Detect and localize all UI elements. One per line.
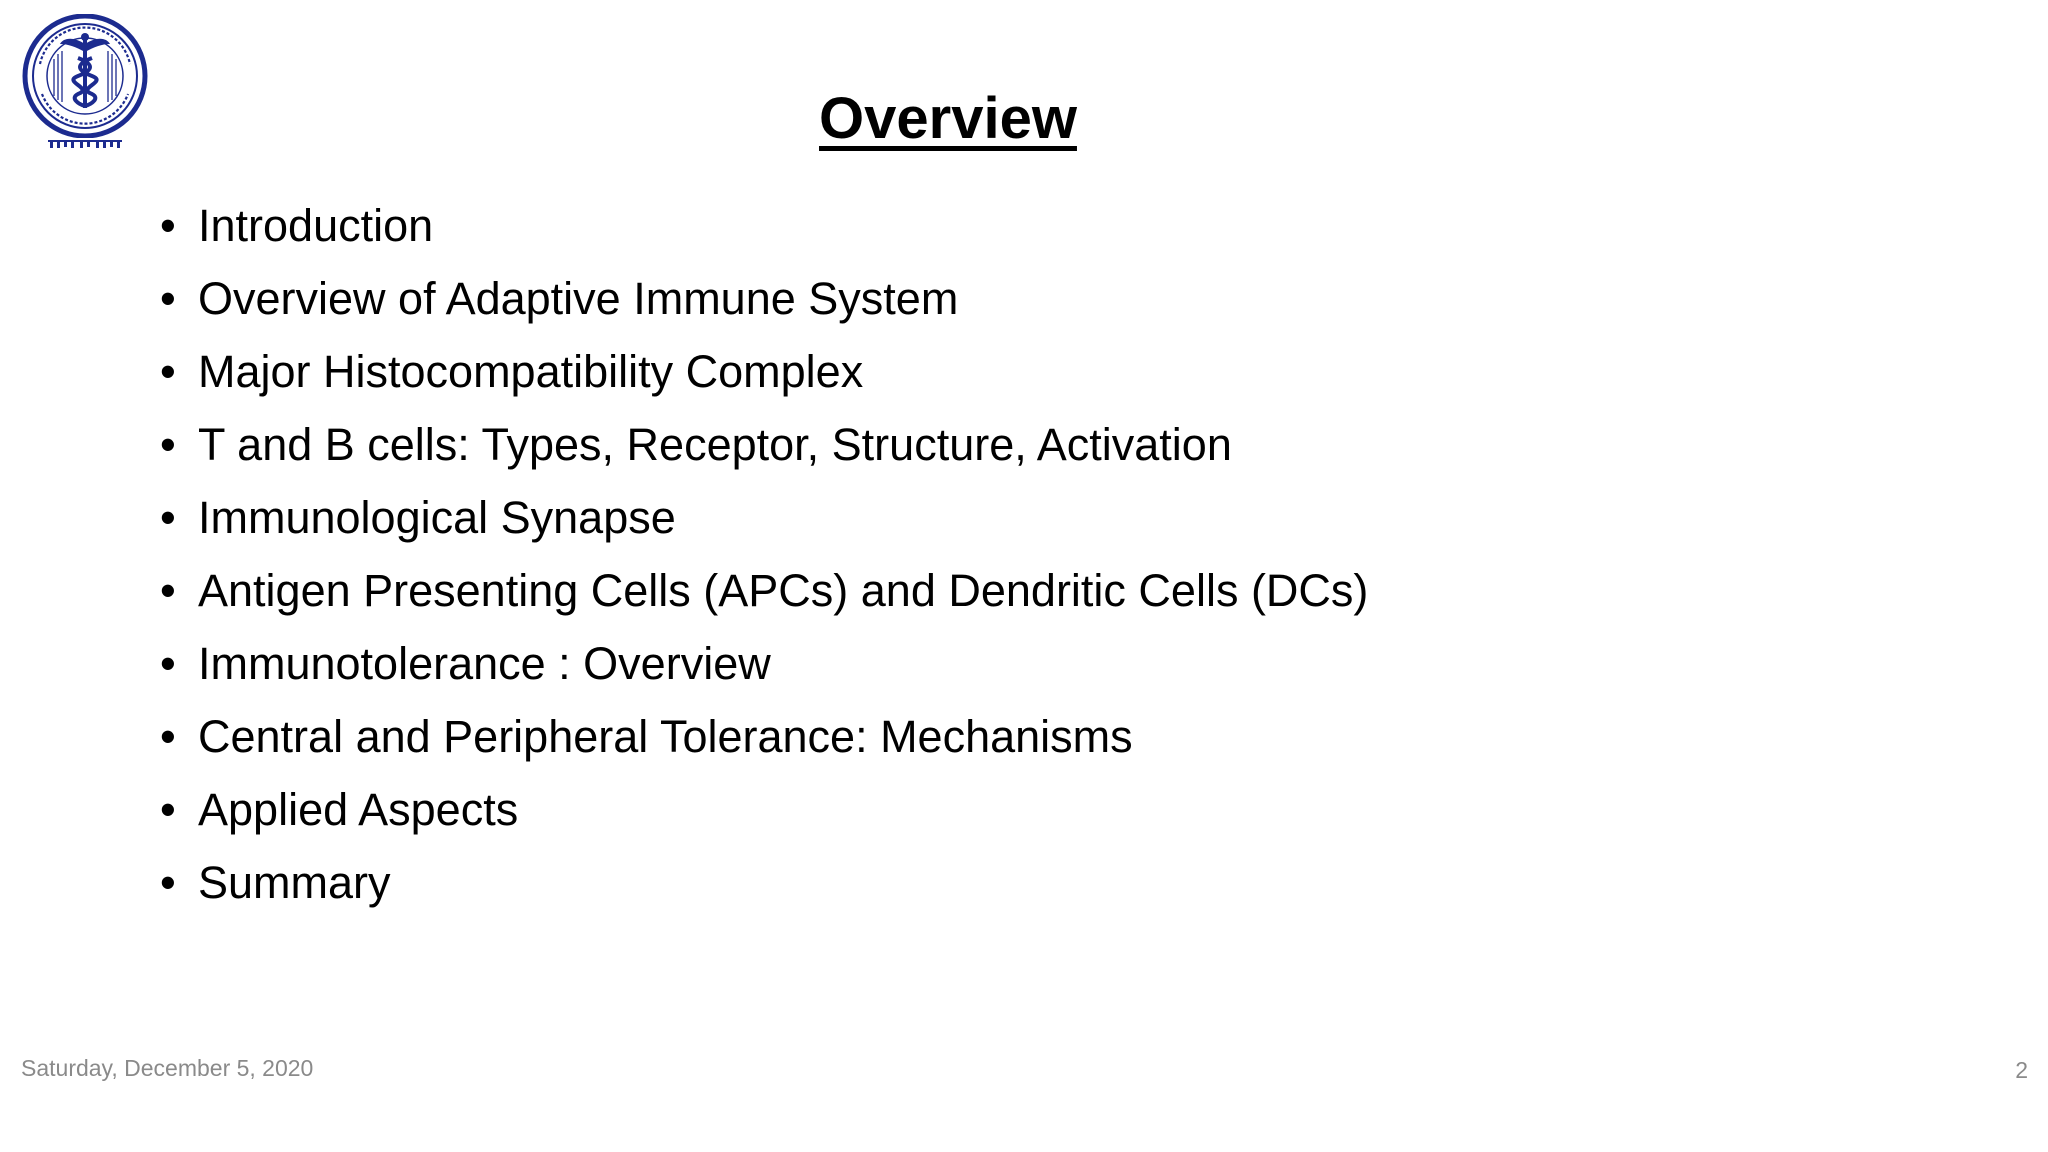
bullet-item [160, 561, 1368, 634]
bullet-text: T and B cells: Types, Receptor, Structure, Activation [198, 419, 1232, 470]
bullet-text: Immunological Synapse [198, 492, 676, 543]
bullet-dot: • [160, 273, 176, 324]
bullet-list [160, 196, 1368, 926]
bullet-item [160, 342, 1368, 415]
bullet-text: Overview of Adaptive Immune System [198, 273, 959, 324]
bullet-item [160, 488, 1368, 561]
bullet-text: Introduction [198, 200, 434, 251]
bullet-dot: • [160, 419, 176, 470]
bullet-dot: • [160, 346, 176, 397]
bullet-text: Summary [198, 857, 391, 908]
bullet-item [160, 196, 1368, 269]
bullet-dot: • [160, 565, 176, 616]
bullet-text: Major Histocompatibility Complex [198, 346, 864, 397]
bullet-dot: • [160, 638, 176, 689]
page-number: 2 [2015, 1057, 2028, 1083]
bullet-text: Antigen Presenting Cells (APCs) and Dendritic Cells (DCs) [198, 565, 1369, 616]
bullet-dot: • [160, 200, 176, 251]
slide-title [0, 84, 1896, 154]
bullet-item [160, 269, 1368, 342]
bullet-text: Immunotolerance : Overview [198, 638, 771, 689]
bullet-text: Central and Peripheral Tolerance: Mechanisms [198, 711, 1133, 762]
bullet-dot: • [160, 857, 176, 908]
bullet-item [160, 853, 1368, 926]
bullet-item [160, 707, 1368, 780]
bullet-dot: • [160, 492, 176, 543]
slide-title-text: Overview [819, 86, 1077, 151]
bullet-dot: • [160, 711, 176, 762]
bullet-item [160, 780, 1368, 853]
bullet-text: Applied Aspects [198, 784, 519, 835]
footer-date: Saturday, December 5, 2020 [21, 1055, 314, 1081]
bullet-dot: • [160, 784, 176, 835]
bullet-item [160, 634, 1368, 707]
bullet-item [160, 415, 1368, 488]
